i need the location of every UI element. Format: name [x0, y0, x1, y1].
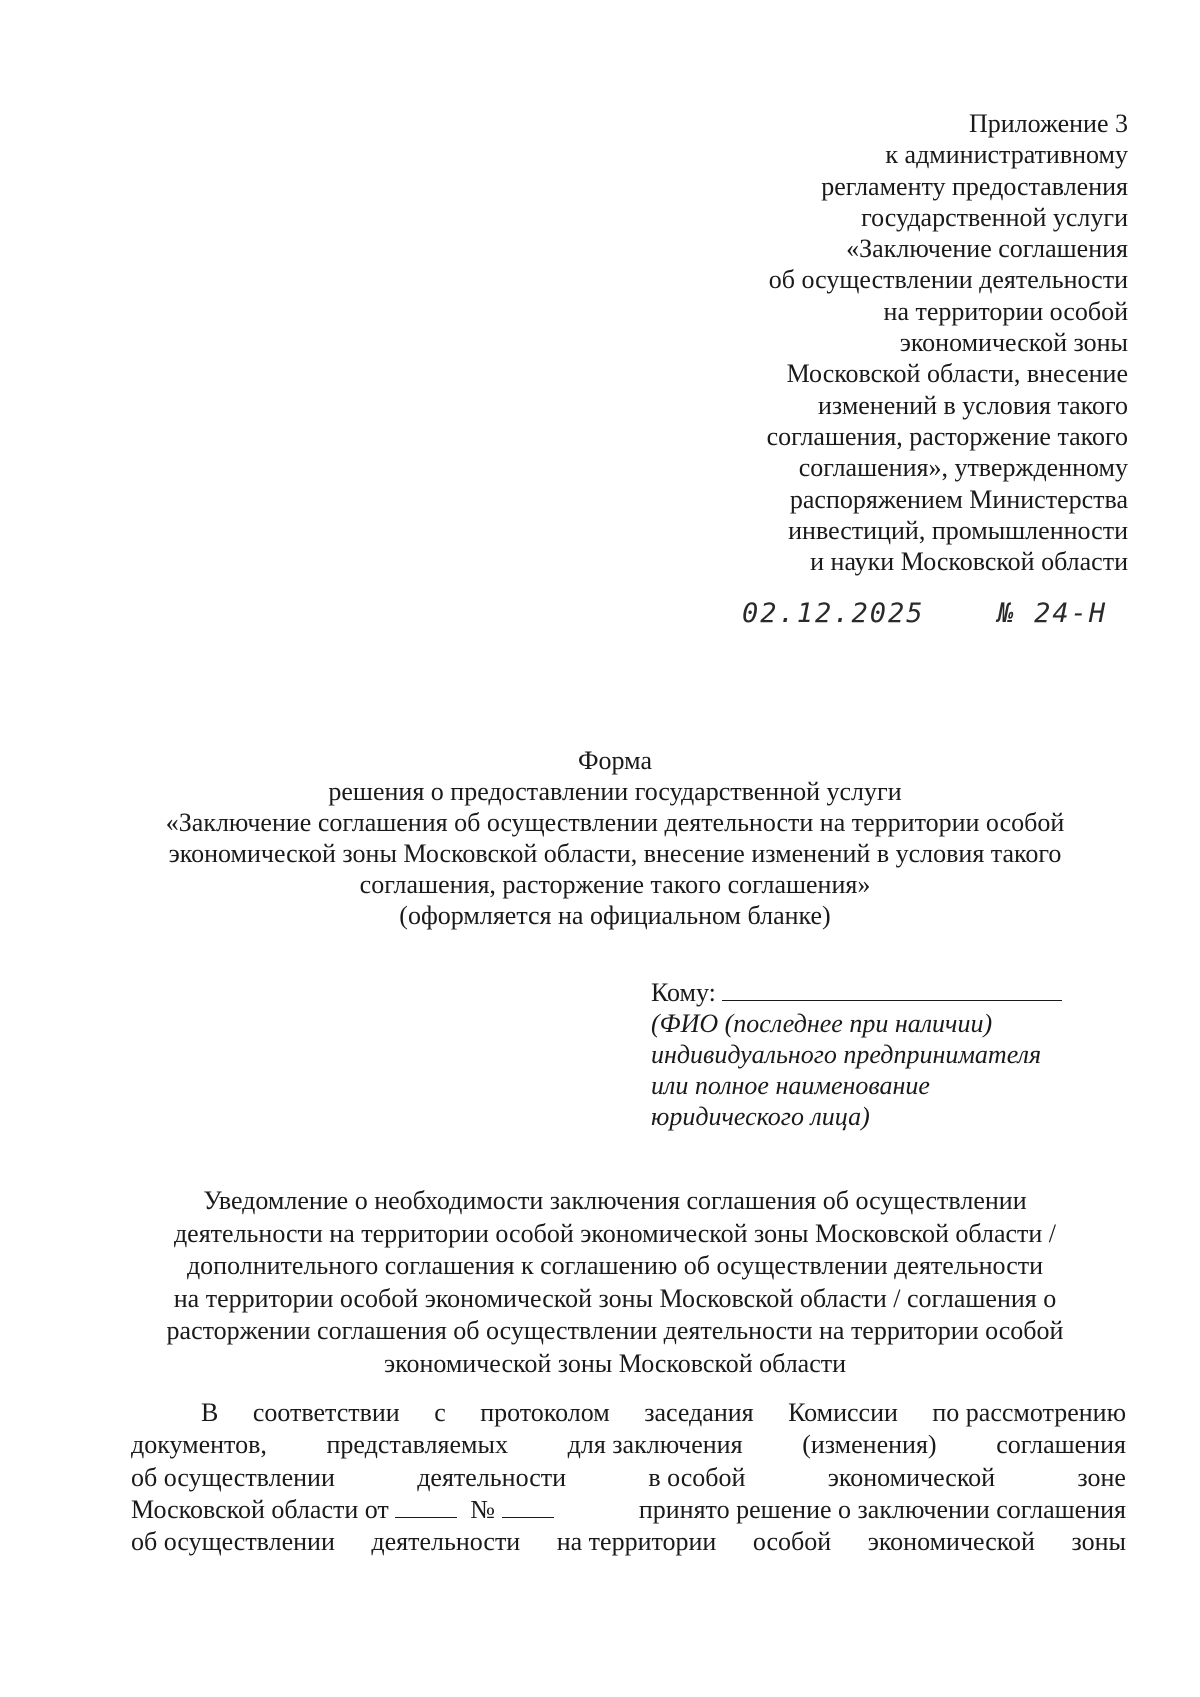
handwritten-number: № 24-Н [997, 598, 1108, 629]
body-word: соответствии [252, 1398, 400, 1427]
appendix-line: экономической зоны [899, 328, 1128, 358]
appendix-line: соглашения, расторжение такого [766, 421, 1128, 451]
appendix-line: к административному [885, 140, 1128, 170]
notice-title-line: экономической зоны Московской области [383, 1348, 847, 1378]
appendix-line: распоряжением Министерства [789, 484, 1128, 514]
appendix-line: соглашения», утвержденному [798, 453, 1128, 483]
date-blank-field[interactable] [395, 1495, 457, 1518]
recipient-block [651, 976, 1111, 1132]
body-word: документов, [131, 1430, 267, 1460]
body-word: экономической [827, 1462, 996, 1492]
appendix-line: Московской области, внесение [786, 359, 1128, 389]
body-text-segment [131, 1494, 554, 1526]
notice-title [110, 1185, 1120, 1380]
body-word: об осуществлении [131, 1527, 335, 1557]
body-word: заседания [644, 1398, 754, 1427]
form-title-line: Форма [578, 746, 652, 775]
body-word: на территории [556, 1527, 717, 1557]
recipient-note-line: юридического лица) [651, 1102, 870, 1131]
appendix-header [708, 108, 1128, 577]
appendix-line: государственной услуги [861, 202, 1128, 232]
form-title-line: соглашения, расторжение такого соглашения» [359, 870, 871, 899]
form-title-line: решения о предоставлении государственной услуги [328, 777, 902, 806]
body-word: Комиссии [788, 1398, 898, 1427]
body-word: в особой [648, 1462, 746, 1492]
appendix-line: регламенту предоставления [821, 171, 1128, 201]
appendix-line: Приложение 3 [968, 109, 1128, 138]
body-paragraph [131, 1397, 1126, 1558]
body-word: для заключения [567, 1430, 743, 1460]
body-word: (изменения) [802, 1430, 937, 1460]
body-line-4 [131, 1494, 1126, 1526]
recipient-blank-field[interactable] [722, 976, 1062, 1001]
body-word: особой [752, 1527, 832, 1557]
body-word: представляемых [326, 1430, 508, 1460]
body-word: зоне [1077, 1462, 1126, 1492]
form-title-line: экономической зоны Московской области, внесение изменений в условия такого [168, 839, 1062, 868]
body-line-1 [131, 1397, 1126, 1429]
recipient-label: Кому: [651, 978, 716, 1007]
recipient-note-line: индивидуального предпринимателя [651, 1040, 1042, 1069]
body-line-3 [131, 1462, 1126, 1494]
number-sign: № [470, 1494, 496, 1524]
body-word: деятельности [371, 1527, 521, 1557]
notice-title-line: дополнительного соглашения к соглашению об осуществлении деятельности [186, 1251, 1044, 1280]
handwritten-date: 02.12.2025 [742, 598, 925, 629]
notice-title-line: деятельности на территории особой экономической зоны Московской области / [173, 1218, 1057, 1248]
notice-title-line: Уведомление о необходимости заключения соглашения об осуществлении [203, 1186, 1027, 1215]
appendix-line: «Заключение соглашения [846, 234, 1128, 264]
appendix-line: инвестиций, промышленности [788, 515, 1128, 545]
body-word: экономической [867, 1527, 1035, 1557]
handwritten-date-number [742, 598, 1107, 629]
recipient-note-line: или полное наименование [651, 1071, 930, 1100]
appendix-line: и науки Московской области [810, 547, 1128, 577]
body-word: с [434, 1398, 446, 1427]
appendix-line: изменений в условия такого [818, 390, 1128, 420]
appendix-line: на территории особой [883, 296, 1128, 326]
recipient-line [651, 976, 1111, 1008]
body-line-2 [131, 1429, 1126, 1461]
body-text-part: принято решение о заключении соглашения [638, 1494, 1126, 1524]
notice-title-line: расторжении соглашения об осуществлении деятельности на территории особой [166, 1316, 1064, 1345]
body-line-5 [131, 1526, 1126, 1558]
form-title [110, 745, 1120, 931]
body-word: деятельности [417, 1462, 567, 1492]
body-word: зоны [1071, 1527, 1126, 1557]
body-word: соглашения [996, 1430, 1126, 1460]
recipient-note-line: (ФИО (последнее при наличии) [651, 1009, 993, 1038]
form-title-line: (оформляется на официальном бланке) [399, 901, 831, 930]
appendix-line: об осуществлении деятельности [768, 265, 1128, 295]
body-word: об осуществлении [131, 1462, 335, 1492]
notice-title-line: на территории особой экономической зоны Московской области / соглашения о [173, 1283, 1057, 1313]
number-blank-field[interactable] [502, 1495, 554, 1518]
body-word: протоколом [480, 1398, 610, 1427]
body-word: по рассмотрению [932, 1398, 1126, 1427]
body-text-part: Московской области от [131, 1494, 389, 1524]
form-title-line: «Заключение соглашения об осуществлении деятельности на территории особой [165, 808, 1065, 837]
body-word: В [201, 1398, 219, 1427]
